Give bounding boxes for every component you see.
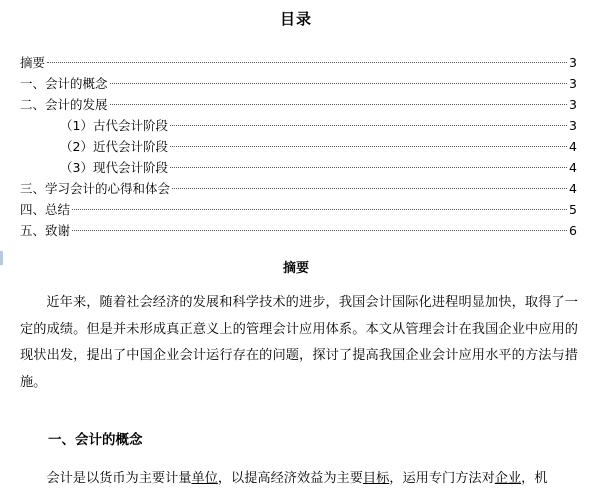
toc-entry-contemporary[interactable]: [20, 157, 577, 178]
toc-entry-text: 摘要: [20, 55, 46, 70]
toc-entry-text: （2）近代会计阶段: [60, 139, 168, 154]
toc-entry-text: 三、学习会计的心得和体会: [20, 181, 171, 196]
toc-page-number: 4: [569, 139, 577, 154]
toc-leader-dots: [170, 167, 567, 168]
toc-entry-text: 四、总结: [20, 202, 71, 217]
text-run: 会计是以货币为主要计量: [46, 471, 192, 486]
underlined-term: 单位: [191, 471, 218, 486]
text-run: ，机: [521, 471, 548, 486]
toc-entry-thanks[interactable]: [20, 220, 577, 241]
toc-entry-text: 五、致谢: [20, 223, 71, 238]
toc-entry-ancient[interactable]: [20, 115, 577, 136]
text-run: ，运用专门方法对: [389, 471, 495, 486]
toc-page-number: 3: [569, 55, 577, 70]
underlined-term: 企业: [494, 471, 522, 486]
table-of-contents: [20, 52, 577, 241]
toc-entry-concept[interactable]: [20, 73, 577, 94]
toc-entry-text: （1）古代会计阶段: [60, 118, 168, 133]
toc-page-number: 3: [569, 76, 577, 91]
toc-page-number: 6: [569, 223, 577, 238]
toc-leader-dots: [172, 188, 567, 189]
text-run: ，以提高经济效益为主要: [217, 471, 363, 486]
toc-leader-dots: [47, 62, 567, 63]
toc-leader-dots: [170, 146, 567, 147]
toc-entry-summary[interactable]: [20, 199, 577, 220]
toc-leader-dots: [72, 209, 567, 210]
toc-page-number: 4: [569, 181, 577, 196]
toc-leader-dots: [110, 83, 568, 84]
toc-leader-dots: [72, 230, 567, 231]
toc-leader-dots: [110, 104, 568, 105]
toc-entry-text: 二、会计的发展: [20, 97, 108, 112]
toc-page-number: 4: [569, 160, 577, 175]
toc-entry-text: 一、会计的概念: [20, 76, 108, 91]
abstract-heading: 摘要: [282, 261, 309, 276]
concept-paragraph: [20, 466, 578, 493]
toc-entry-modern-early[interactable]: [20, 136, 577, 157]
toc-entry-development[interactable]: [20, 94, 577, 115]
toc-entry-abstract[interactable]: [20, 52, 577, 73]
section-heading-concept: 一、会计的概念: [48, 432, 143, 448]
toc-entry-text: （3）现代会计阶段: [60, 160, 168, 175]
abstract-paragraph: 近年来，随着社会经济的发展和科学技术的进步，我国会计国际化进程明显加快，取得了一定的成绩。但是并未形成真正意义上的管理会计应用体系。本文从管理会计在我国企业中应用的现状出发，提出了中国企业会计运行存在的问题，探讨了提高我国企业会计应用水平的方法与措施。: [20, 295, 578, 390]
toc-entry-reflections[interactable]: [20, 178, 577, 199]
toc-page-number: 3: [569, 97, 577, 112]
toc-leader-dots: [170, 125, 567, 126]
underlined-term: 目标: [362, 471, 390, 486]
toc-title: 目录: [279, 10, 312, 28]
toc-page-number: 3: [569, 118, 577, 133]
toc-page-number: 5: [569, 202, 577, 217]
